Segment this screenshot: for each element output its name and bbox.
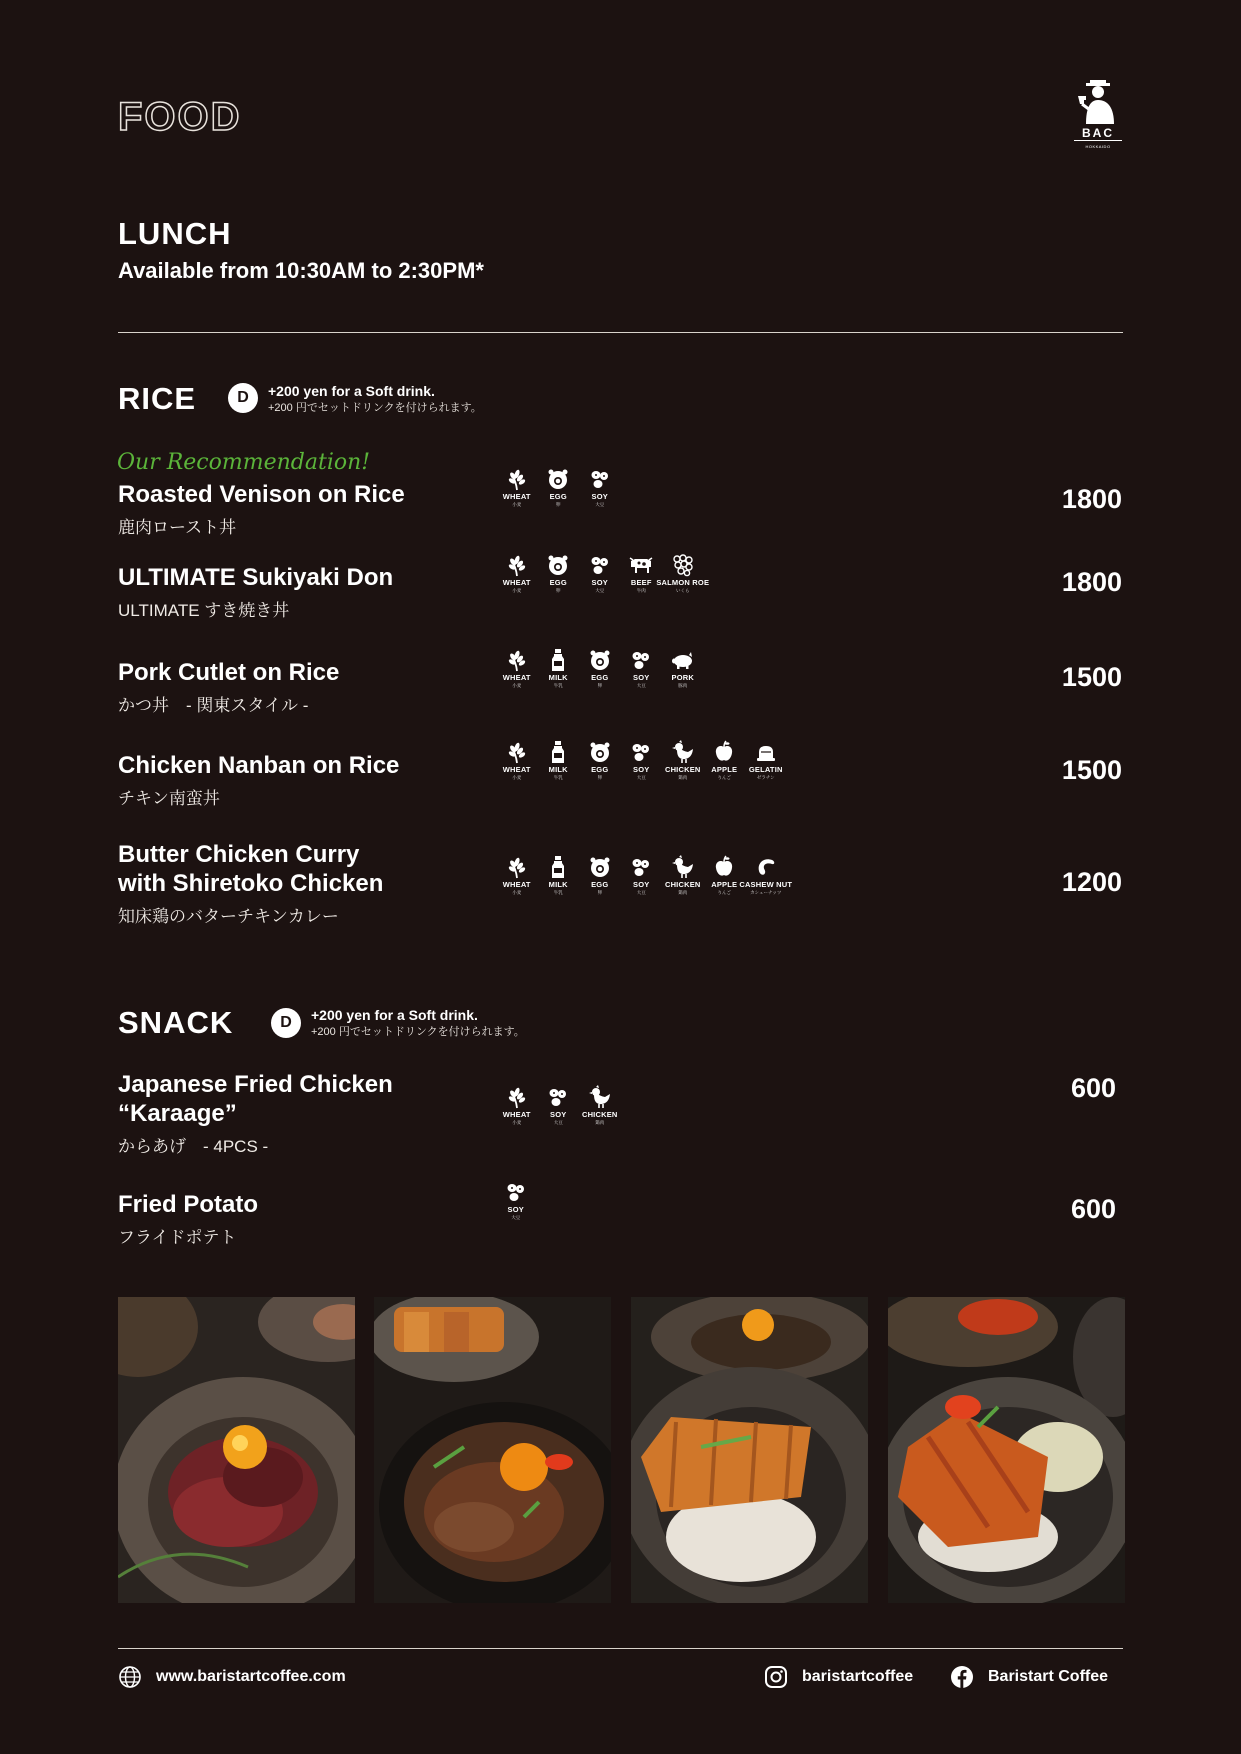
photo-sukiyaki-bowl: [374, 1297, 611, 1603]
item-name: “Karaage”: [118, 1100, 237, 1127]
allergen-list: [496, 467, 621, 508]
allergen-label: CHICKEN: [664, 765, 701, 774]
allergen-label-jp: 小麦: [512, 890, 522, 895]
item-price: 1500: [1061, 755, 1122, 785]
chicken-icon: [671, 855, 695, 879]
drink-note-jp: +200 円でセットドリンクを付けられます。: [268, 402, 482, 414]
allergen-label: EGG: [591, 765, 609, 774]
milk-icon: [546, 855, 570, 879]
allergen-label-jp: 大豆: [553, 1120, 563, 1125]
item-price: 600: [1070, 1194, 1116, 1224]
chicken-icon: [671, 740, 695, 764]
allergen-label-jp: 大豆: [595, 502, 605, 507]
facebook-icon: [950, 1665, 974, 1689]
item-price: 1800: [1061, 567, 1122, 597]
allergen-soy: [621, 855, 663, 896]
apple-icon: [712, 855, 736, 879]
allergen-wheat: [496, 740, 538, 781]
allergen-label: WHEAT: [502, 1110, 531, 1119]
allergen-egg: [579, 648, 621, 689]
allergen-wheat: [496, 855, 538, 896]
allergen-label-jp: 卵: [597, 683, 602, 688]
instagram-link[interactable]: [764, 1665, 913, 1689]
allergen-label: SOY: [633, 765, 650, 774]
allergen-salmon-roe: [656, 553, 710, 594]
allergen-label: GELATIN: [748, 765, 783, 774]
item-name: Japanese Fried Chicken: [118, 1071, 393, 1098]
globe-icon: [118, 1665, 142, 1689]
allergen-soy: [579, 553, 621, 594]
allergen-label-jp: 小麦: [512, 588, 522, 593]
allergen-milk: [538, 855, 580, 896]
allergen-label: BEEF: [630, 578, 652, 587]
drink-note-en: +200 yen for a Soft drink.: [311, 1007, 478, 1023]
allergen-label: WHEAT: [502, 673, 531, 682]
allergen-label-jp: いくら: [676, 588, 690, 593]
recommendation-label: Our Recommendation!: [117, 450, 371, 475]
allergen-label: EGG: [591, 880, 609, 889]
wheat-icon: [505, 553, 529, 577]
barista-silhouette-icon: [1072, 74, 1124, 126]
bac-logo: [1072, 74, 1124, 154]
soy-icon: [546, 1085, 570, 1109]
rice-section-title: RICE: [118, 381, 197, 416]
allergen-label: SOY: [633, 673, 650, 682]
allergen-label: PORK: [671, 673, 694, 682]
snack-section-title: SNACK: [118, 1005, 234, 1040]
salmon-roe-icon: [671, 553, 695, 577]
logo-divider: [1074, 140, 1122, 141]
item-price: 1800: [1061, 484, 1122, 514]
allergen-egg: [538, 553, 580, 594]
item-name-jp: 知床鶏のバターチキンカレー: [118, 907, 339, 926]
allergen-wheat: [496, 648, 538, 689]
allergen-list: [496, 740, 787, 781]
allergen-wheat: [496, 1085, 538, 1126]
item-price: 1500: [1061, 662, 1122, 692]
allergen-label: EGG: [549, 578, 567, 587]
allergen-egg: [579, 740, 621, 781]
allergen-label-jp: 小麦: [512, 683, 522, 688]
allergen-egg: [538, 467, 580, 508]
milk-icon: [546, 648, 570, 672]
allergen-label: SOY: [591, 578, 608, 587]
allergen-soy: [495, 1180, 537, 1221]
allergen-egg: [579, 855, 621, 896]
allergen-label: WHEAT: [502, 765, 531, 774]
item-price: 1200: [1061, 867, 1122, 897]
allergen-milk: [538, 648, 580, 689]
menu-item: [118, 840, 383, 927]
lunch-availability: Available from 10:30AM to 2:30PM*: [118, 258, 484, 283]
allergen-chicken: [662, 855, 704, 896]
allergen-list: [496, 553, 710, 594]
photo-pork-cutlet-bowl: [631, 1297, 868, 1603]
item-name-jp: チキン南蛮丼: [118, 789, 220, 808]
allergen-pork: [662, 648, 704, 689]
allergen-label-jp: 豚肉: [678, 683, 688, 688]
chicken-icon: [588, 1085, 612, 1109]
snack-drink-note: [311, 1007, 525, 1039]
wheat-icon: [505, 467, 529, 491]
allergen-label-jp: 牛乳: [553, 890, 563, 895]
allergen-apple: [704, 855, 746, 896]
photo-chicken-nanban-bowl: [888, 1297, 1125, 1603]
allergen-label: MILK: [548, 880, 568, 889]
egg-icon: [588, 740, 612, 764]
item-name: ULTIMATE Sukiyaki Don: [118, 564, 394, 591]
cashew-icon: [754, 855, 778, 879]
rice-drink-note: [268, 383, 482, 415]
lunch-heading: LUNCH: [118, 216, 232, 251]
allergen-chicken: [662, 740, 704, 781]
allergen-wheat: [496, 467, 538, 508]
pork-icon: [671, 648, 695, 672]
egg-icon: [546, 553, 570, 577]
allergen-list: [495, 1180, 537, 1221]
menu-item: [118, 563, 393, 621]
allergen-label-jp: 大豆: [636, 775, 646, 780]
allergen-beef: [621, 553, 663, 594]
instagram-handle: baristartcoffee: [802, 1668, 914, 1685]
drink-set-badge: D: [228, 383, 258, 413]
allergen-list: [496, 648, 704, 689]
drink-note-en: +200 yen for a Soft drink.: [268, 383, 435, 399]
allergen-label-jp: カシューナッツ: [750, 890, 782, 895]
website-link[interactable]: [118, 1665, 346, 1689]
gelatin-icon: [754, 740, 778, 764]
soy-icon: [629, 740, 653, 764]
allergen-label-jp: 牛乳: [553, 775, 563, 780]
wheat-icon: [505, 740, 529, 764]
beef-icon: [629, 553, 653, 577]
allergen-label-jp: 牛肉: [636, 588, 646, 593]
item-name-jp: フライドポテト: [118, 1228, 237, 1247]
allergen-label-jp: 小麦: [512, 1120, 522, 1125]
allergen-soy: [538, 1085, 580, 1126]
menu-item: [118, 1070, 393, 1157]
facebook-name: Baristart Coffee: [988, 1668, 1109, 1685]
item-name: Pork Cutlet on Rice: [118, 659, 340, 686]
allergen-apple: [704, 740, 746, 781]
drink-set-badge: D: [271, 1008, 301, 1038]
drink-note-jp: +200 円でセットドリンクを付けられます。: [311, 1026, 525, 1038]
allergen-label-jp: りんご: [717, 775, 731, 780]
allergen-label-jp: りんご: [717, 890, 731, 895]
menu-item: [118, 751, 399, 809]
allergen-wheat: [496, 553, 538, 594]
allergen-label: SOY: [507, 1205, 524, 1214]
allergen-label-jp: 大豆: [511, 1215, 521, 1220]
allergen-label: WHEAT: [502, 880, 531, 889]
divider-bottom: [118, 1648, 1123, 1649]
allergen-label: SOY: [550, 1110, 567, 1119]
milk-icon: [546, 740, 570, 764]
menu-item: [118, 480, 405, 538]
allergen-label: WHEAT: [502, 578, 531, 587]
allergen-label: MILK: [548, 765, 568, 774]
soy-icon: [504, 1180, 528, 1204]
item-price: 600: [1070, 1073, 1116, 1103]
allergen-label: SALMON ROE: [656, 578, 710, 587]
allergen-soy: [579, 467, 621, 508]
item-name: Fried Potato: [118, 1191, 259, 1218]
soy-icon: [588, 467, 612, 491]
allergen-label-jp: 大豆: [636, 890, 646, 895]
allergen-cashew-nut: [739, 855, 793, 896]
menu-item: [118, 1190, 258, 1248]
allergen-label: APPLE: [711, 765, 738, 774]
allergen-label-jp: 大豆: [595, 588, 605, 593]
allergen-label: EGG: [549, 492, 567, 501]
allergen-label-jp: 鶏肉: [595, 1120, 605, 1125]
allergen-label-jp: 鶏肉: [678, 890, 688, 895]
page-title: FOOD: [118, 95, 242, 139]
allergen-label: APPLE: [711, 880, 738, 889]
item-name-jp: 鹿肉ロースト丼: [118, 518, 237, 537]
allergen-label: CHICKEN: [664, 880, 701, 889]
allergen-milk: [538, 740, 580, 781]
menu-item: [118, 658, 339, 716]
allergen-label-jp: 卵: [597, 890, 602, 895]
allergen-list: [496, 855, 793, 896]
item-name: with Shiretoko Chicken: [118, 870, 384, 897]
allergen-label: SOY: [591, 492, 608, 501]
allergen-label-jp: 牛乳: [553, 683, 563, 688]
facebook-link[interactable]: [950, 1665, 1108, 1689]
item-name-jp: ULTIMATE すき焼き丼: [118, 601, 290, 620]
allergen-label: CHICKEN: [581, 1110, 618, 1119]
soy-icon: [588, 553, 612, 577]
item-name-jp: かつ丼 - 関東スタイル -: [118, 696, 309, 715]
logo-subtext: HOKKAIDO: [1085, 144, 1111, 149]
egg-icon: [588, 855, 612, 879]
apple-icon: [712, 740, 736, 764]
allergen-label-jp: 卵: [556, 588, 561, 593]
wheat-icon: [505, 1085, 529, 1109]
instagram-icon: [764, 1665, 788, 1689]
divider-top: [118, 332, 1123, 333]
allergen-list: [496, 1085, 621, 1126]
photo-venison-bowl: [118, 1297, 355, 1603]
wheat-icon: [505, 648, 529, 672]
allergen-label: SOY: [633, 880, 650, 889]
soy-icon: [629, 855, 653, 879]
allergen-label-jp: 卵: [556, 502, 561, 507]
item-name-jp: からあげ - 4PCS -: [118, 1137, 269, 1156]
allergen-label-jp: 大豆: [636, 683, 646, 688]
allergen-label-jp: 卵: [597, 775, 602, 780]
soy-icon: [629, 648, 653, 672]
allergen-label: EGG: [591, 673, 609, 682]
allergen-label-jp: 小麦: [512, 775, 522, 780]
egg-icon: [546, 467, 570, 491]
allergen-label: WHEAT: [502, 492, 531, 501]
wheat-icon: [505, 855, 529, 879]
allergen-soy: [621, 648, 663, 689]
website-text: www.baristartcoffee.com: [156, 1668, 346, 1685]
allergen-label-jp: 小麦: [512, 502, 522, 507]
allergen-label-jp: ゼラチン: [756, 775, 775, 780]
allergen-label: CASHEW NUT: [739, 880, 793, 889]
allergen-soy: [621, 740, 663, 781]
allergen-chicken: [579, 1085, 621, 1126]
allergen-label: MILK: [548, 673, 568, 682]
item-name: Roasted Venison on Rice: [118, 481, 405, 508]
egg-icon: [588, 648, 612, 672]
item-name: Chicken Nanban on Rice: [118, 752, 400, 779]
logo-wordmark: BAC: [1082, 126, 1114, 140]
item-name: Butter Chicken Curry: [118, 841, 360, 868]
allergen-gelatin: [745, 740, 787, 781]
allergen-label-jp: 鶏肉: [678, 775, 688, 780]
